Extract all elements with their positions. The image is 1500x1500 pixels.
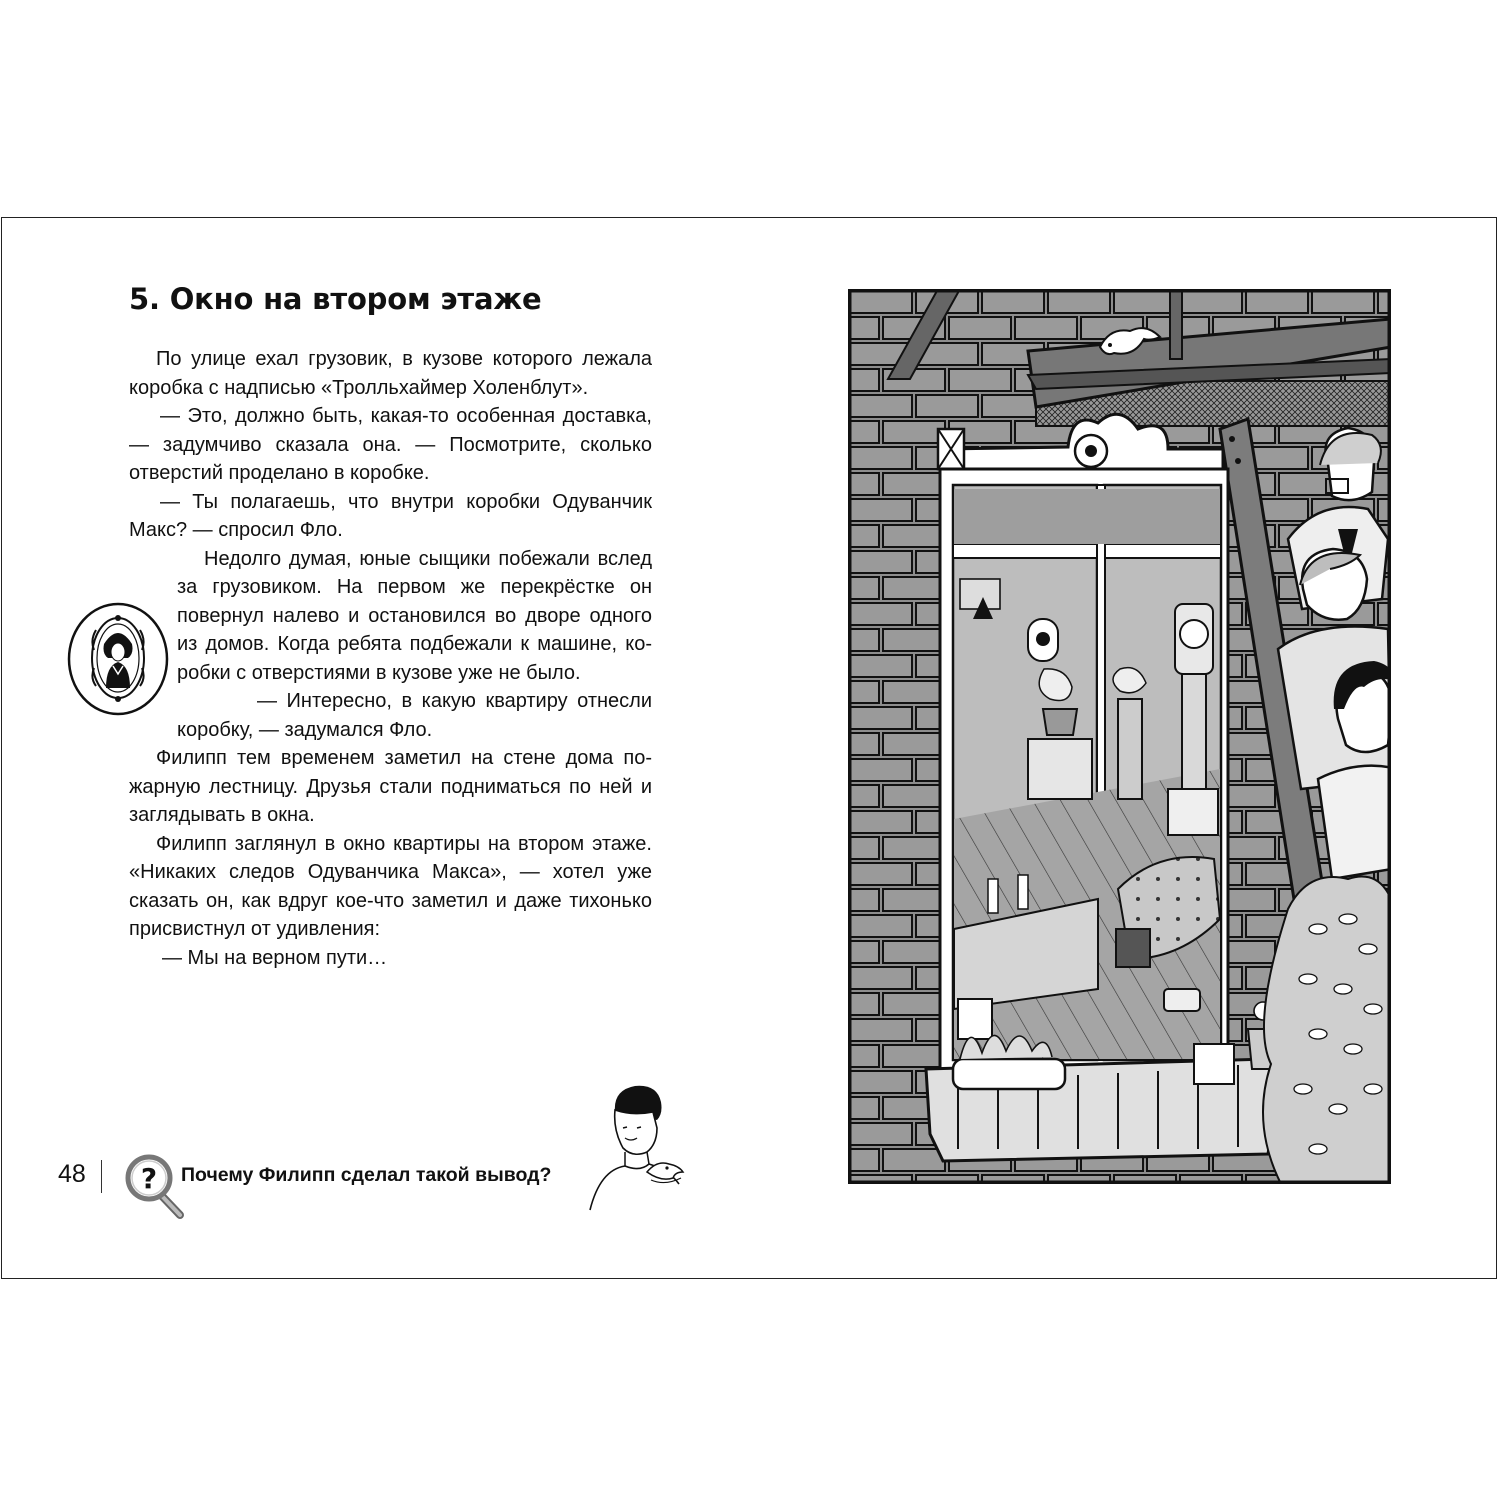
- window-scene-illustration: [848, 289, 1391, 1184]
- boy-with-bird-sketch: [585, 1082, 705, 1212]
- paragraph: Филипп заглянул в окно квартиры на втором этаже. «Никаких следов Одуванчика Макса», — хотел уже сказать он, как вдруг кое-что заметил и даже тихонько присвистнул от удивления:: [129, 832, 652, 940]
- question-text: Почему Филипп сделал такой вывод?: [181, 1164, 552, 1186]
- paragraph: Филипп тем временем заметил на стене дома пожарную лестницу. Друзья стали подниматься по ней и заглядывать в окна.: [129, 747, 652, 826]
- paragraph: Недолго думая, юные сыщики побежали вслед за грузовиком. На первом же перекрёстке он повернул налево и остановился во дворе одного из домов. Когда ребята подбежали к машине, коробки с отверстиями в кузове уже не было.: [177, 547, 652, 684]
- paragraph: — Мы на верном пути…: [162, 946, 388, 969]
- paragraph: По улице ехал грузовик, в кузове которого лежала коробка с надписью «Тролльхаймер Холенблут».: [129, 348, 652, 399]
- paragraph: — Ты полагаешь, что внутри коробки Одуванчик Макс? — спросил Фло.: [129, 490, 652, 541]
- paragraph: — Это, должно быть, какая-то особенная доставка, — задумчиво сказала она. — Посмотрите, сколько отверстий проделано в коробке.: [129, 405, 652, 484]
- story-text: [129, 345, 652, 972]
- paragraph: — Интересно, в какую квартиру отнесли коробку, — задумался Фло.: [177, 690, 652, 741]
- chapter-title: 5. Окно на втором этаже: [129, 282, 542, 316]
- portrait-medallion-icon: [66, 600, 170, 718]
- svg-text:?: ?: [140, 1162, 158, 1195]
- page-number: 48: [58, 1160, 86, 1188]
- divider: [101, 1160, 102, 1193]
